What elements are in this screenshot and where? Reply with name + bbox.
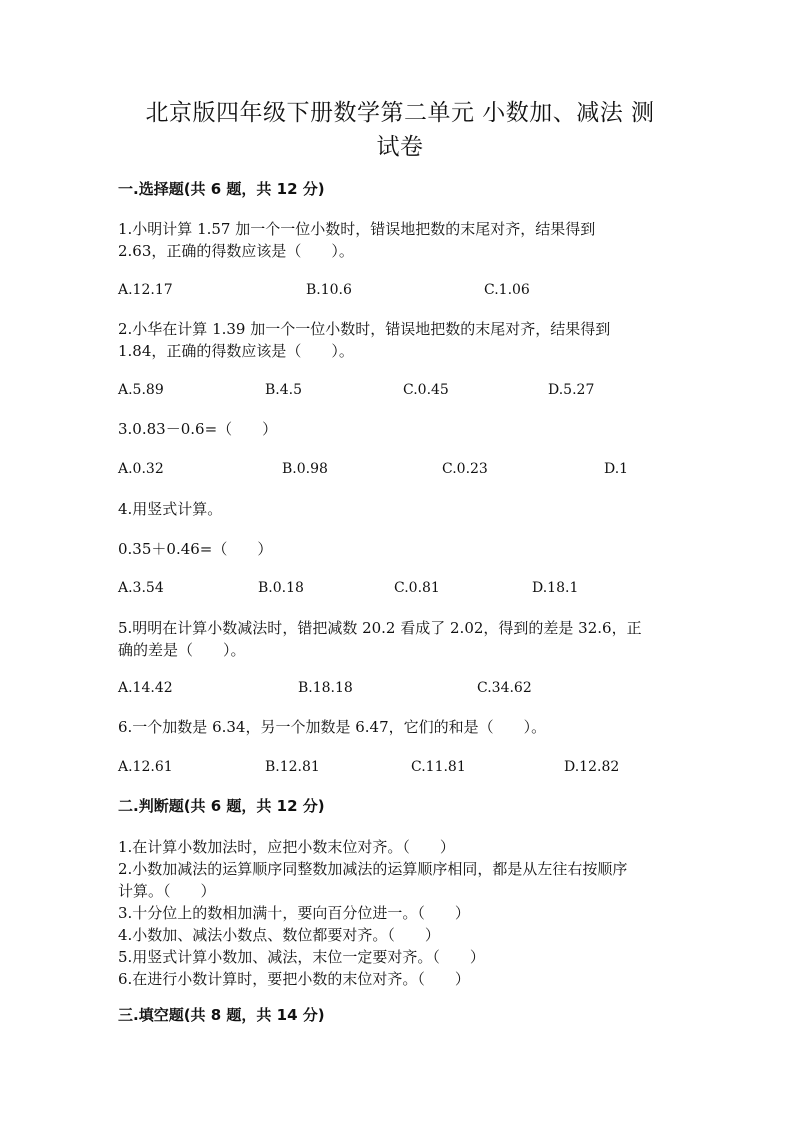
question-3-option-c: C.0.23 (442, 461, 488, 477)
question-1-line-1: 1.小明计算 1.57 加一个一位小数时，错误地把数的末尾对齐，结果得到 (118, 220, 596, 238)
judgement-item-5: 5.用竖式计算小数加、减法，末位一定要对齐。（ ） (118, 948, 485, 966)
judgement-item-3: 3.十分位上的数相加满十，要向百分位进一。（ ） (118, 904, 470, 922)
judgement-item-6: 6.在进行小数计算时，要把小数的末位对齐。（ ） (118, 970, 470, 988)
question-5-option-c: C.34.62 (477, 680, 532, 696)
question-5-option-b: B.18.18 (298, 680, 353, 696)
question-4-option-d: D.18.1 (532, 580, 579, 596)
title-line-1: 北京版四年级下册数学第二单元 小数加、减法 测 (145, 100, 655, 126)
question-1-option-c: C.1.06 (484, 282, 530, 298)
question-4-option-c: C.0.81 (394, 580, 440, 596)
question-2-option-a: A.5.89 (118, 382, 164, 398)
question-6-option-d: D.12.82 (564, 759, 620, 775)
question-4-option-a: A.3.54 (118, 580, 164, 596)
judgement-item-2: 2.小数加减法的运算顺序同整数加减法的运算顺序相同，都是从左往右按顺序 (118, 860, 628, 878)
question-1-option-b: B.10.6 (306, 282, 352, 298)
question-5-line-2: 确的差是（ ）。 (118, 641, 246, 659)
question-2-line-1: 2.小华在计算 1.39 加一个一位小数时，错误地把数的末尾对齐，结果得到 (118, 320, 611, 338)
question-1-option-a: A.12.17 (118, 282, 173, 298)
question-5-line-1: 5.明明在计算小数减法时，错把减数 20.2 看成了 2.02，得到的差是 32.6，正 (118, 619, 642, 637)
judgement-item-4: 4.小数加、减法小数点、数位都要对齐。（ ） (118, 926, 440, 944)
question-6-line-1: 6.一个加数是 6.34，另一个加数是 6.47，它们的和是（ ）。 (118, 718, 547, 736)
title-line-2: 试卷 (376, 134, 424, 160)
question-4-option-b: B.0.18 (258, 580, 304, 596)
question-3-option-a: A.0.32 (118, 461, 164, 477)
question-3-option-d: D.1 (604, 461, 629, 477)
question-4-line-1: 4.用竖式计算。 (118, 500, 223, 518)
question-3-option-b: B.0.98 (282, 461, 328, 477)
page-title (120, 96, 680, 164)
question-2-option-d: D.5.27 (548, 382, 595, 398)
judgement-item-1: 1.在计算小数加法时，应把小数末位对齐。（ ） (118, 838, 455, 856)
question-1-line-2: 2.63，正确的得数应该是（ ）。 (118, 242, 354, 260)
question-5-option-a: A.14.42 (118, 680, 173, 696)
section-heading-choice: 一.选择题(共 6 题，共 12 分) (118, 180, 325, 198)
question-2-option-b: B.4.5 (265, 382, 303, 398)
question-2-line-2: 1.84，正确的得数应该是（ ）。 (118, 342, 354, 360)
judgement-item-2-cont: 计算。（ ） (118, 882, 216, 900)
section-heading-fill-in: 三.填空题(共 8 题，共 14 分) (118, 1006, 325, 1024)
question-6-option-a: A.12.61 (118, 759, 173, 775)
question-4-line-2: 0.35＋0.46=（ ） (118, 540, 273, 558)
question-6-option-b: B.12.81 (265, 759, 320, 775)
question-2-option-c: C.0.45 (403, 382, 449, 398)
question-3-line-1: 3.0.83－0.6=（ ） (118, 420, 278, 438)
question-6-option-c: C.11.81 (411, 759, 466, 775)
section-heading-judgement: 二.判断题(共 6 题，共 12 分) (118, 797, 325, 815)
